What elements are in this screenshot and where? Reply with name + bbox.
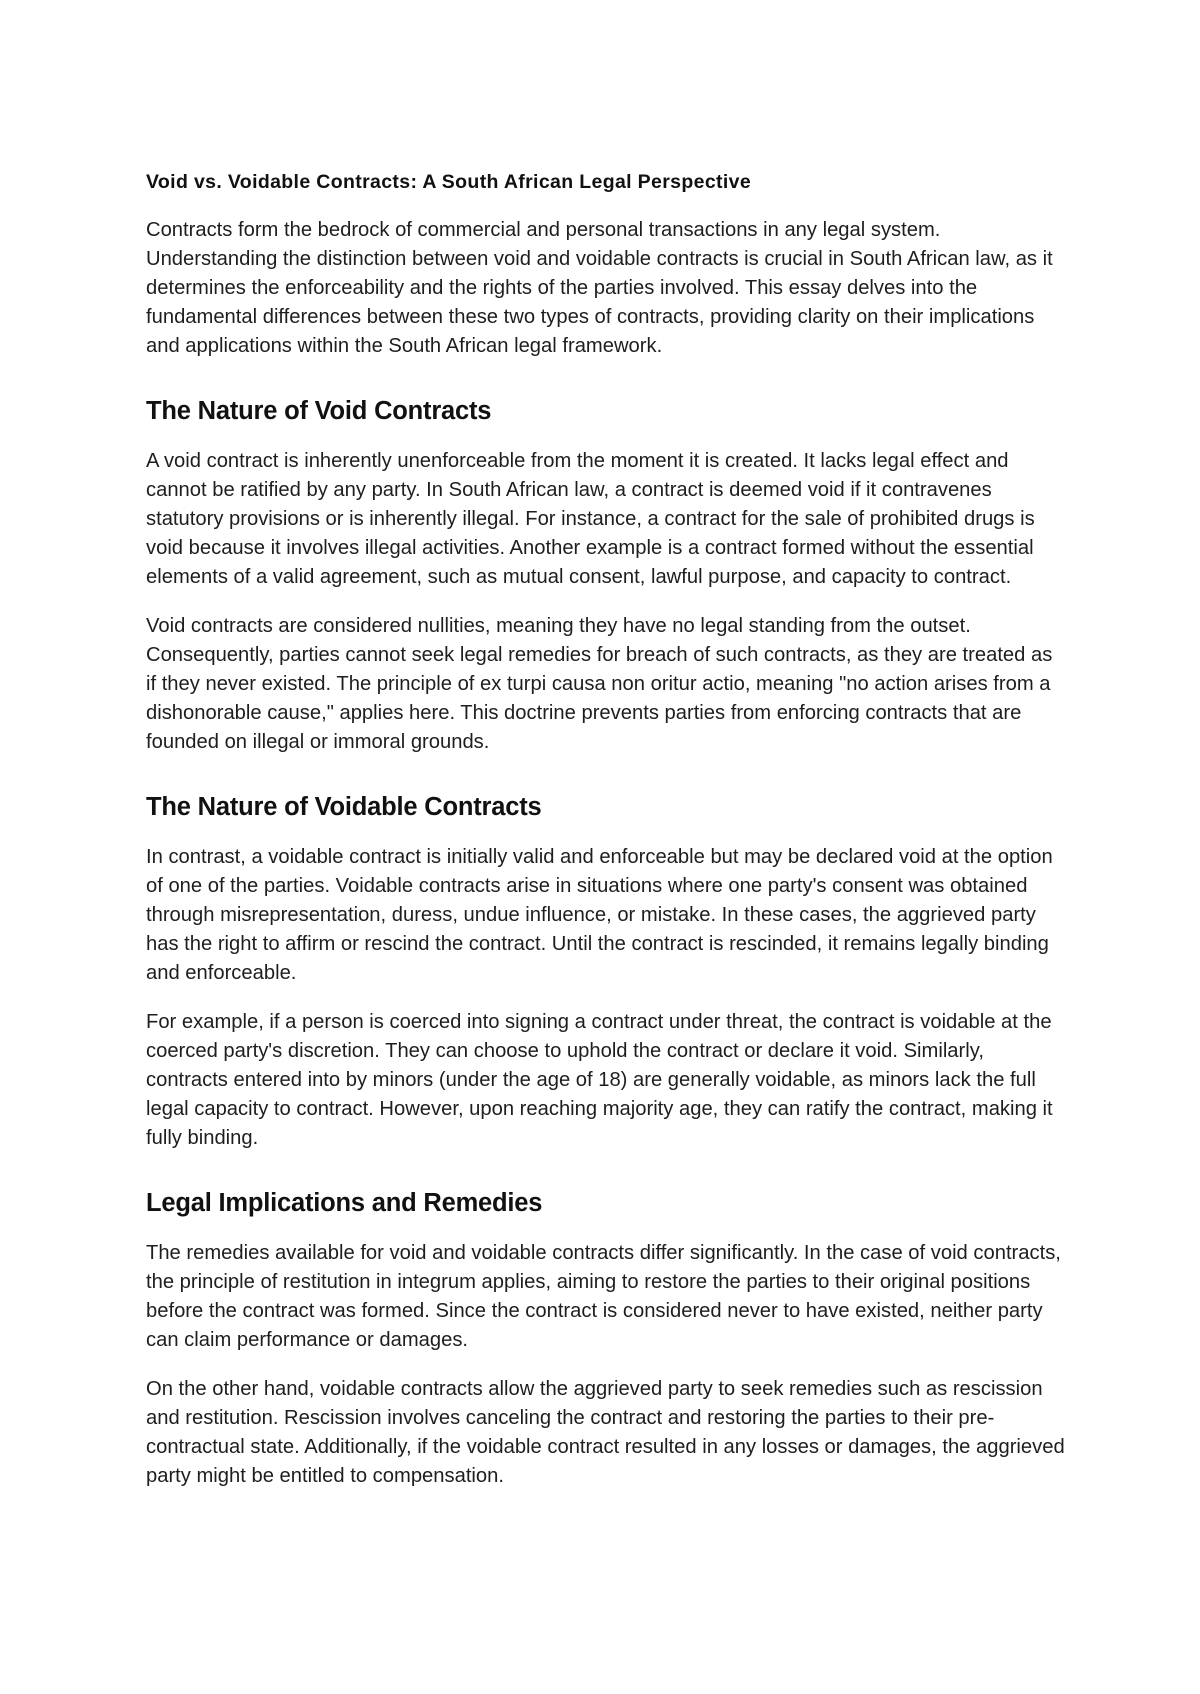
document-body bbox=[146, 168, 1066, 1511]
section-heading-void-contracts: The Nature of Void Contracts bbox=[146, 397, 492, 425]
void-contracts-paragraph-1: A void contract is inherently unenforceable from the moment it is created. It lacks legal effect and cannot be ratified by any party. In South African law, a contract is deemed void if it contravenes statutory provisions or is inherently illegal. For instance, a contract for the sale of prohibited drugs is void because it involves illegal activities. Another example is a contract formed without the essential elements of a valid agreement, such as mutual consent, lawful purpose, and capacity to contract. bbox=[146, 450, 1035, 588]
legal-implications-paragraph-2: On the other hand, voidable contracts allow the aggrieved party to seek remedies such as rescission and restitution. Rescission involves canceling the contract and restoring the parties to their pre-contractual state. Additionally, if the voidable contract resulted in any losses or damages, the aggrieved party might be entitled to compensation. bbox=[146, 1378, 1065, 1487]
document-title: Void vs. Voidable Contracts: A South African Legal Perspective bbox=[146, 171, 752, 193]
section-heading-voidable-contracts: The Nature of Voidable Contracts bbox=[146, 793, 542, 821]
voidable-contracts-paragraph-1: In contrast, a voidable contract is initially valid and enforceable but may be declared void at the option of one of the parties. Voidable contracts arise in situations where one party's consent was obtained through misrepresentation, duress, undue influence, or mistake. In these cases, the aggrieved party has the right to affirm or rescind the contract. Until the contract is rescinded, it remains legally binding and enforceable. bbox=[146, 846, 1053, 984]
section-heading-legal-implications: Legal Implications and Remedies bbox=[146, 1189, 543, 1217]
intro-paragraph: Contracts form the bedrock of commercial and personal transactions in any legal system. Understanding the distinction between void and voidable contracts is crucial in South African law, as it determines the enforceability and the rights of the parties involved. This essay delves into the fundamental differences between these two types of contracts, providing clarity on their implications and applications within the South African legal framework. bbox=[146, 219, 1053, 357]
void-contracts-paragraph-2: Void contracts are considered nullities, meaning they have no legal standing from the outset. Consequently, parties cannot seek legal remedies for breach of such contracts, as they are treated as if they never existed. The principle of ex turpi causa non oritur actio, meaning "no action arises from a dishonorable cause," applies here. This doctrine prevents parties from enforcing contracts that are founded on illegal or immoral grounds. bbox=[146, 615, 1053, 753]
legal-implications-paragraph-1: The remedies available for void and voidable contracts differ significantly. In the case of void contracts, the principle of restitution in integrum applies, aiming to restore the parties to their original positions before the contract was formed. Since the contract is considered never to have existed, neither party can claim performance or damages. bbox=[146, 1242, 1061, 1351]
voidable-contracts-paragraph-2: For example, if a person is coerced into signing a contract under threat, the contract is voidable at the coerced party's discretion. They can choose to uphold the contract or declare it void. Similarly, contracts entered into by minors (under the age of 18) are generally voidable, as minors lack the full legal capacity to contract. However, upon reaching majority age, they can ratify the contract, making it fully binding. bbox=[146, 1011, 1053, 1149]
